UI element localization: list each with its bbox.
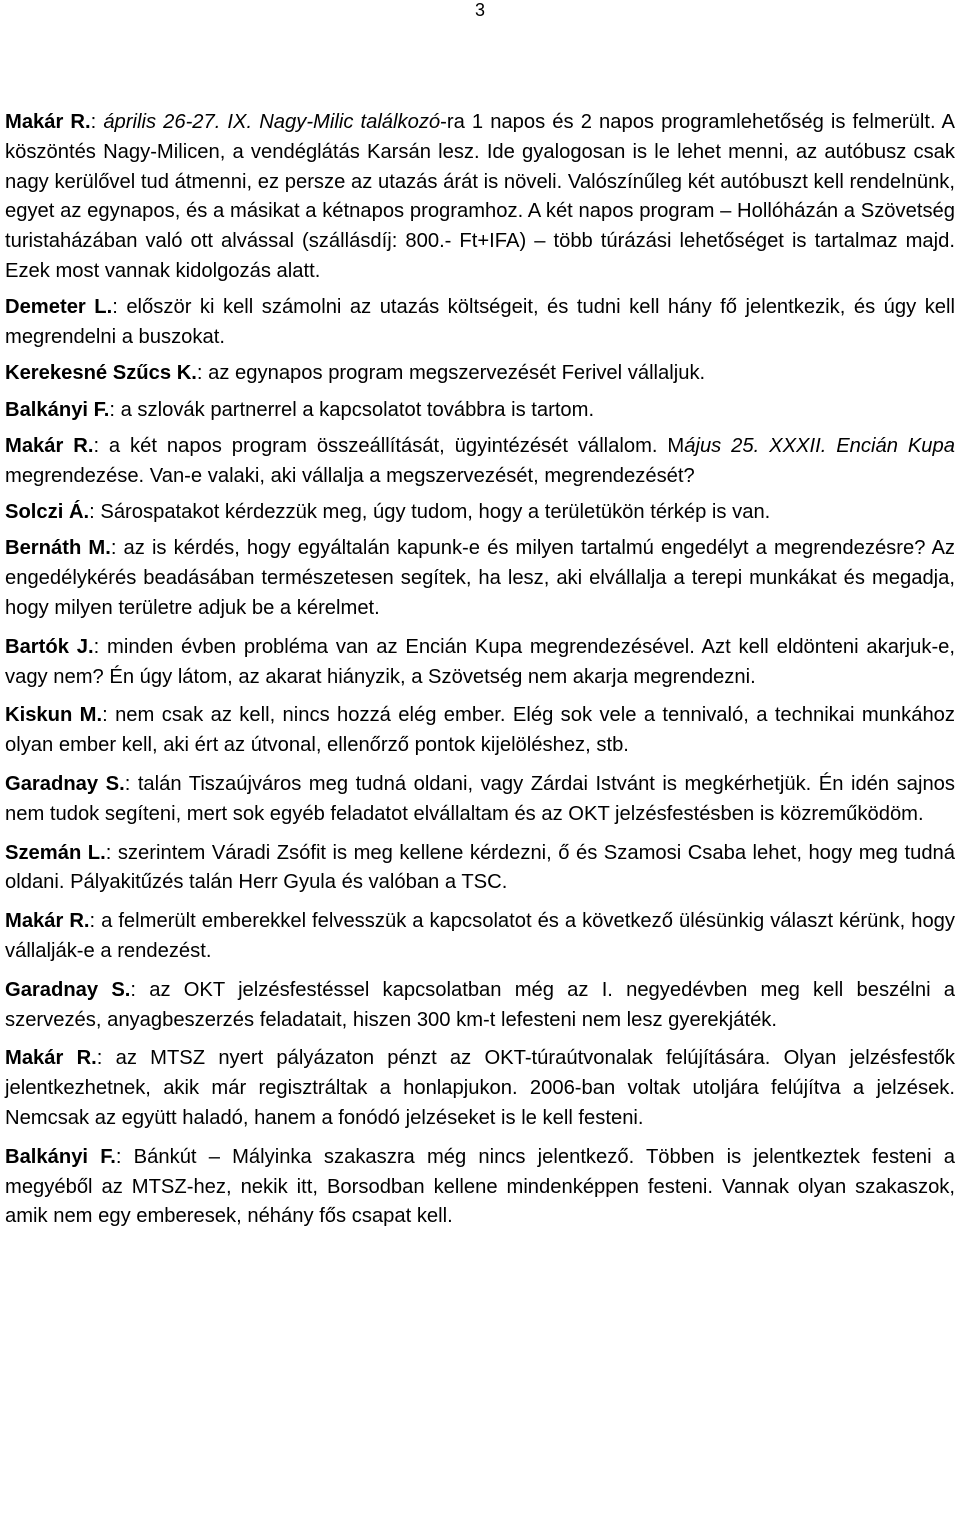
paragraph-text: megrendezése. Van-e valaki, aki vállalja a megszervezését, megrendezését? xyxy=(5,464,695,487)
speaker-name: Garadnay S. xyxy=(5,978,131,1001)
paragraph-text: : Sárospatakot kérdezzük meg, úgy tudom, hogy a területükön térkép is van. xyxy=(89,501,771,524)
paragraph-text: : minden évben probléma van az Encián Kupa megrendezésével. Azt kell eldönteni akarjuk-e, vagy nem? Én úgy látom, az akarat hiányzik, a Szövetség nem akarja megrendezni. xyxy=(5,635,956,688)
paragraph xyxy=(5,839,955,899)
minutes-body xyxy=(5,108,955,1232)
paragraph-text: : a szlovák partnerrel a kapcsolatot továbbra is tartom. xyxy=(109,398,595,421)
paragraph xyxy=(5,498,955,528)
event-name: április 26-27. IX. Nagy-Milic találkozó xyxy=(103,111,441,133)
speaker-name: Makár R. xyxy=(5,910,90,933)
paragraph xyxy=(5,770,955,830)
event-name: ájus 25. XXXII. Encián Kupa xyxy=(684,434,955,457)
paragraph xyxy=(5,293,955,353)
paragraph-text: : Bánkút – Mályinka szakaszra még nincs jelentkező. Többen is jelentkeztek festeni a megyéből az MTSZ-hez, nekik itt, Borsodban kellene mindenképpen festeni. Vannak olyan szakaszok, amik nem egy emberesek, néhány fős csapat kell. xyxy=(5,1145,955,1228)
paragraph-text: : az is kérdés, hogy egyáltalán kapunk-e és milyen tartalmú engedélyt a megrendezésre? Az engedélykérés beadásában természetesen segítek, ha lesz, aki elvállalja a terepi munkákat és megadja, hogy milyen területre adjuk be a kérelmet. xyxy=(5,537,956,619)
paragraph-text: : az OKT jelzésfestéssel kapcsolatban még az I. negyedévben meg kell beszélni a szervezés, anyagbeszerzés feladatait, hiszen 300 km-t lefesteni nem lesz gyerekjáték. xyxy=(5,978,955,1031)
paragraph-text: : az egynapos program megszervezését Ferivel vállaljuk. xyxy=(196,362,706,385)
speaker-name: Balkányi F. xyxy=(5,1145,116,1168)
speaker-name: Makár R. xyxy=(5,111,91,133)
paragraph-text: : talán Tiszaújváros meg tudná oldani, vagy Zárdai Istvánt is megkérhetjük. Én idén sajnos nem tudok segíteni, mert sok egyéb feladatot elvállaltam és az OKT jelzésfestésben is közreműködöm. xyxy=(5,772,955,825)
paragraph-text: : xyxy=(90,111,104,133)
paragraph-text: : szerintem Váradi Zsófit is meg kellene kérdezni, ő és Szamosi Csaba lehet, hogy meg tudná oldani. Pályakitűzés talán Herr Gyula és valóban a TSC. xyxy=(5,841,955,894)
speaker-name: Makár R. xyxy=(5,434,94,457)
speaker-name: Bartók J. xyxy=(5,635,94,658)
paragraph-text: : az MTSZ nyert pályázaton pénzt az OKT-túraútvonalak felújítására. Olyan jelzésfestők jelentkezhetnek, akik már regisztráltak a honlapjukon. 2006-ban voltak utoljára felújítva a jelzések. Nemcsak az együtt haladó, hanem a fonódó jelzéseket is le kell festeni. xyxy=(5,1047,955,1129)
paragraph xyxy=(5,432,955,492)
speaker-name: Bernáth M. xyxy=(5,537,111,560)
paragraph xyxy=(5,396,955,426)
speaker-name: Makár R. xyxy=(5,1047,97,1070)
paragraph xyxy=(5,633,955,693)
paragraph-text: : nem csak az kell, nincs hozzá elég ember. Elég sok vele a tennivaló, a technikai munkához olyan ember kell, aki ért az útvonal, ellenőrző pontok kijelöléshez, stb. xyxy=(5,704,955,757)
paragraph xyxy=(5,701,955,761)
paragraph-text: : a felmerült emberekkel felvesszük a kapcsolatot és a következő ülésünkig választ kérünk, hogy vállalják-e a rendezést. xyxy=(5,910,956,962)
paragraph xyxy=(5,108,955,287)
speaker-name: Balkányi F. xyxy=(5,398,110,421)
speaker-name: Kerekesné Szűcs K. xyxy=(5,362,197,385)
paragraph-text: : először ki kell számolni az utazás költségeit, és tudni kell hány fő jelentkezik, és úgy kell megrendelni a buszokat. xyxy=(5,296,956,349)
paragraph xyxy=(5,1143,955,1232)
paragraph-text: : a két napos program összeállítását, ügyintézését vállalom. M xyxy=(93,434,685,457)
paragraph xyxy=(5,534,955,623)
speaker-name: Kiskun M. xyxy=(5,704,103,727)
paragraph xyxy=(5,976,955,1036)
speaker-name: Szemán L. xyxy=(5,841,106,864)
paragraph xyxy=(5,907,955,967)
paragraph-text: -ra 1 napos és 2 napos programlehetőség is felmerült. A köszöntés Nagy-Milicen, a vendéglátás Karsán lesz. Ide gyalogosan is le lehet menni, az autóbusz csak nagy kerülővel tud átmenni, ez persze az utazás árát is növeli. Valószínűleg két autóbuszt kell rendelnünk, egyet az egynapos, és a másikat a kétnapos programhoz. A két napos program – Hollóházán a Szövetség turistaházában való ott alvással (szállásdíj: 800.- Ft+IFA) – több túrázási lehetőséget is tartalmaz majd. Ezek most vannak kidolgozás alatt. xyxy=(5,111,955,282)
page-number: 3 xyxy=(474,0,485,20)
speaker-name: Garadnay S. xyxy=(5,772,125,795)
paragraph xyxy=(5,359,955,389)
speaker-name: Demeter L. xyxy=(5,296,113,319)
speaker-name: Solczi Á. xyxy=(5,501,90,524)
paragraph xyxy=(5,1044,955,1133)
